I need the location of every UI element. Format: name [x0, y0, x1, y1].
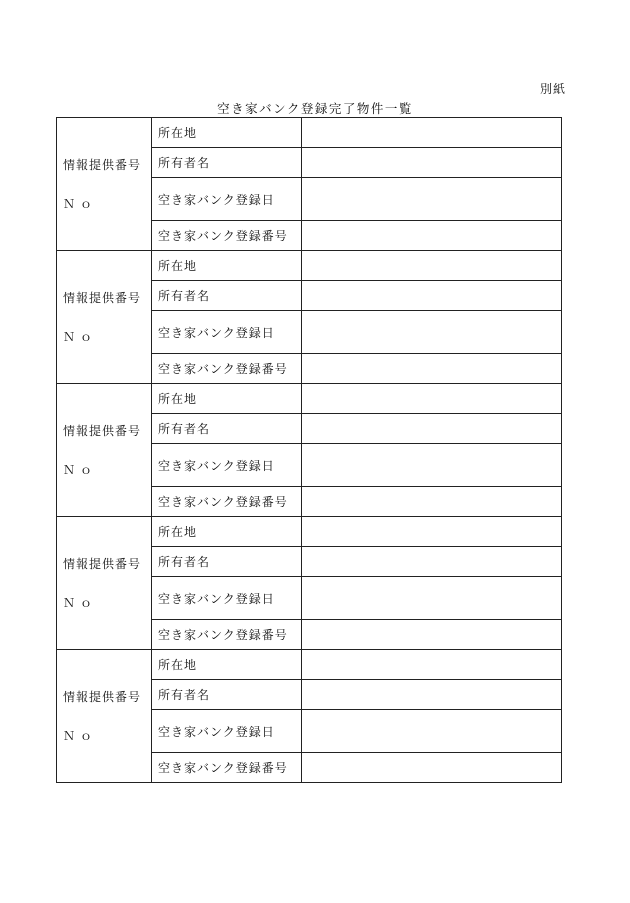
field-value-address[interactable]	[302, 517, 562, 547]
info-number-cell	[57, 384, 152, 517]
field-label-address: 所在地	[152, 517, 302, 547]
no-label: Ｎｏ	[63, 463, 98, 477]
field-value-registration-date[interactable]	[302, 710, 562, 753]
info-number-label: 情報提供番号	[63, 424, 142, 438]
field-value-registration-date[interactable]	[302, 178, 562, 221]
field-value-registration-number[interactable]	[302, 221, 562, 251]
field-label-address: 所在地	[152, 384, 302, 414]
field-label-registration-number: 空き家バンク登録番号	[152, 354, 302, 384]
no-label: Ｎｏ	[63, 729, 98, 743]
field-value-owner-name[interactable]	[302, 148, 562, 178]
field-value-registration-number[interactable]	[302, 620, 562, 650]
field-label-owner-name: 所有者名	[152, 281, 302, 311]
table-row	[57, 384, 562, 414]
field-label-registration-number: 空き家バンク登録番号	[152, 487, 302, 517]
field-label-owner-name: 所有者名	[152, 680, 302, 710]
info-number-cell	[57, 118, 152, 251]
field-label-registration-date: 空き家バンク登録日	[152, 178, 302, 221]
field-value-registration-date[interactable]	[302, 444, 562, 487]
field-value-owner-name[interactable]	[302, 414, 562, 444]
field-value-address[interactable]	[302, 384, 562, 414]
info-number-cell	[57, 517, 152, 650]
info-number-label: 情報提供番号	[63, 557, 142, 571]
field-label-address: 所在地	[152, 251, 302, 281]
field-value-registration-number[interactable]	[302, 354, 562, 384]
field-label-registration-date: 空き家バンク登録日	[152, 311, 302, 354]
field-value-registration-date[interactable]	[302, 577, 562, 620]
table-row	[57, 650, 562, 680]
info-number-cell	[57, 251, 152, 384]
field-value-address[interactable]	[302, 118, 562, 148]
field-label-registration-number: 空き家バンク登録番号	[152, 221, 302, 251]
field-label-registration-number: 空き家バンク登録番号	[152, 753, 302, 783]
field-value-registration-number[interactable]	[302, 487, 562, 517]
info-number-cell	[57, 650, 152, 783]
field-label-address: 所在地	[152, 118, 302, 148]
field-value-owner-name[interactable]	[302, 281, 562, 311]
no-label: Ｎｏ	[63, 596, 98, 610]
field-label-address: 所在地	[152, 650, 302, 680]
no-label: Ｎｏ	[63, 197, 98, 211]
field-label-owner-name: 所有者名	[152, 148, 302, 178]
info-number-label: 情報提供番号	[63, 690, 142, 704]
field-label-registration-date: 空き家バンク登録日	[152, 444, 302, 487]
field-value-address[interactable]	[302, 251, 562, 281]
table-row	[57, 118, 562, 148]
table-row	[57, 517, 562, 547]
field-label-registration-number: 空き家バンク登録番号	[152, 620, 302, 650]
field-label-owner-name: 所有者名	[152, 414, 302, 444]
annex-label: 別紙	[539, 82, 566, 96]
table-row	[57, 251, 562, 281]
info-number-label: 情報提供番号	[63, 158, 142, 172]
field-value-registration-number[interactable]	[302, 753, 562, 783]
field-value-owner-name[interactable]	[302, 547, 562, 577]
field-label-owner-name: 所有者名	[152, 547, 302, 577]
document-title: 空き家バンク登録完了物件一覧	[217, 101, 413, 116]
property-table	[56, 117, 562, 783]
property-table-body	[57, 118, 562, 783]
no-label: Ｎｏ	[63, 330, 98, 344]
info-number-label: 情報提供番号	[63, 291, 142, 305]
field-value-owner-name[interactable]	[302, 680, 562, 710]
field-label-registration-date: 空き家バンク登録日	[152, 710, 302, 753]
field-value-address[interactable]	[302, 650, 562, 680]
field-value-registration-date[interactable]	[302, 311, 562, 354]
field-label-registration-date: 空き家バンク登録日	[152, 577, 302, 620]
